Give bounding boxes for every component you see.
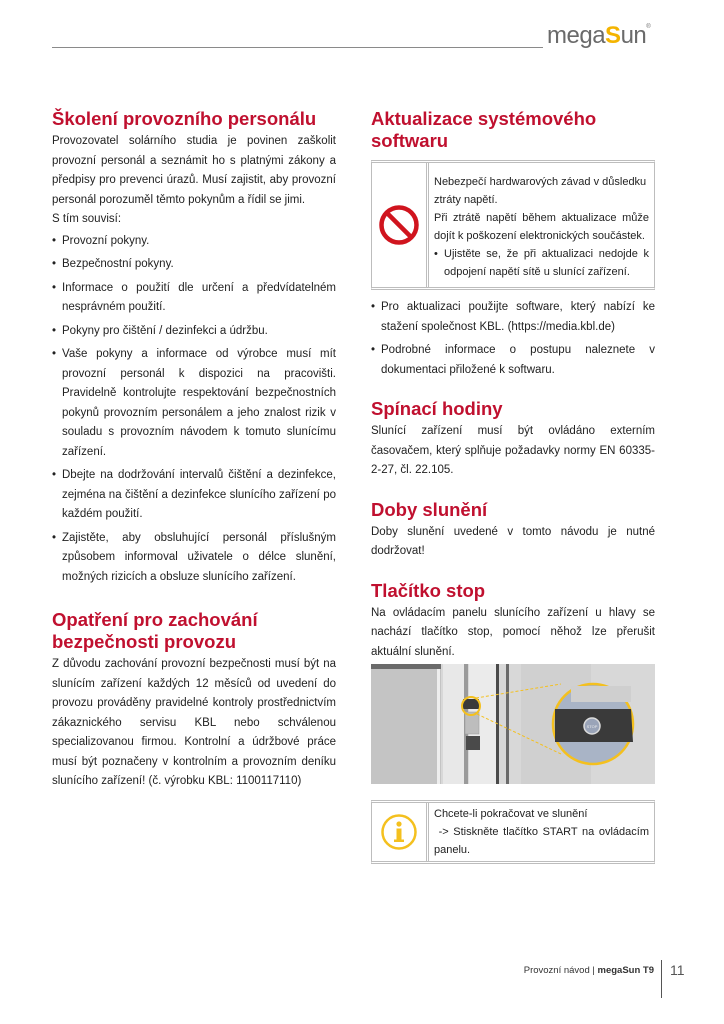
section-title: Opatření pro zachování bezpečnosti provozu xyxy=(52,609,258,652)
safety-body: Z důvodu zachování provozní bezpečnosti musí být na slunícím zařízení každých 12 měsíců od uvedení do provozu prováděny pravidelné kontroly prostřednictvím zákaznického servisu KBL nebo schválenou specializovanou firmou. Kontrolní a údržbové práce musí být poznačeny v kontrolním a provozním deníku slunícího zařízení! (č. výrobku KBL: 1100117110) xyxy=(52,658,336,787)
control-panel-illustration xyxy=(371,664,655,784)
logo-suffix: un xyxy=(620,22,647,49)
section-timer xyxy=(371,398,655,481)
list-item: • Ujistěte se, že při aktualizaci nedojde k odpojení napětí sítě u slunící zařízení. xyxy=(434,245,649,281)
notice-line: Chcete-li pokračovat ve slunění xyxy=(434,808,588,820)
list-item: • Provozní pokyny. xyxy=(52,232,336,252)
list-item: • Informace o použití dle určení a předvídatelném nesprávném použití. xyxy=(52,279,336,318)
info-icon xyxy=(379,812,419,852)
page-number: 11 xyxy=(670,962,685,978)
list-item: • Dbejte na dodržování intervalů čištění a dezinfekce, zejména na čištění a dezinfekce slunícího zařízení po každém použití. xyxy=(52,466,336,525)
logo-prefix: mega xyxy=(547,22,606,49)
section-title: Aktualizace systémového softwaru xyxy=(371,108,597,151)
section-title: Doby slunění xyxy=(371,498,488,520)
section-safety xyxy=(52,609,336,792)
update-bullets xyxy=(371,298,655,380)
notice-icon-cell xyxy=(372,163,429,287)
notice-line: Při ztrátě napětí během aktualizace může dojít k poškození elektronických součástek. xyxy=(434,212,649,242)
list-item: • Zajistěte, aby obsluhující personál příslušným způsobem informoval uživatele o délce slunění, možných rizicích a obsluze slunícího zařízení. xyxy=(52,529,336,588)
stop-label: STOP xyxy=(586,724,598,729)
right-column xyxy=(371,108,655,872)
section-stop-button xyxy=(371,580,655,865)
related-label: S tím souvisí: xyxy=(52,213,122,225)
timer-body: Slunící zařízení musí být ovládáno externím časovačem, který splňuje požadavky normy EN 60335-2-27, čl. 22.105. xyxy=(371,425,655,476)
notice-text xyxy=(429,803,654,861)
left-column xyxy=(52,108,336,792)
list-item: • Pokyny pro čištění / dezinfekci a údržbu. xyxy=(52,322,336,342)
section-training xyxy=(52,108,336,587)
list-item: • Podrobné informace o postupu naleznete v dokumentaci přiložené k softwaru. xyxy=(371,341,655,380)
doc-label: Provozní návod | xyxy=(523,965,598,976)
info-notice xyxy=(371,800,655,864)
prohibition-icon xyxy=(378,204,420,246)
tanning-times-body: Doby slunění uvedené v tomto návodu je nutné dodržovat! xyxy=(371,525,655,557)
megasun-logo xyxy=(547,22,650,50)
training-bullets xyxy=(52,232,336,588)
section-title: Školení provozního personálu xyxy=(52,108,317,129)
notice-text xyxy=(429,163,654,287)
list-item: • Pro aktualizaci použijte software, který nabízí ke stažení společnost KBL. (https://media.kbl.de) xyxy=(371,298,655,337)
section-title: Spínací hodiny xyxy=(371,398,503,419)
section-title: Tlačítko stop xyxy=(371,579,486,601)
logo-accent: S xyxy=(605,22,621,49)
notice-bullets xyxy=(434,245,649,281)
warning-notice xyxy=(371,160,655,290)
footer-divider xyxy=(661,960,662,998)
notice-line: Nebezpečí hardwarových závad v důsledku ztráty napětí. xyxy=(434,176,647,206)
header-rule xyxy=(52,47,543,48)
section-tanning-times xyxy=(371,499,655,562)
list-item: • Vaše pokyny a informace od výrobce musí mít provozní personál k dispozici na pracovišti. Pravidelně kontrolujte respektování bezpečnostních pokynů provozním personálem a jeho znalost rizik v souladu s provozním návodem k tomuto slunícímu zařízení. xyxy=(52,345,336,462)
list-item: • Bezpečnostní pokyny. xyxy=(52,255,336,275)
stop-button-illustration xyxy=(371,664,655,784)
section-software-update xyxy=(371,108,655,380)
product-name: megaSun T9 xyxy=(597,965,654,976)
footer-doc-label xyxy=(524,965,654,976)
notice-icon-cell xyxy=(372,803,429,861)
training-intro: Provozovatel solárního studia je povinen zaškolit provozní personál a seznámit ho s platnými zákony a předpisy pro prevenci úrazů. Musí zajistit, aby provozní personál porozuměl těmto pokynům a řídil se jimi. xyxy=(52,135,336,206)
stop-button-body: Na ovládacím panelu slunícího zařízení u hlavy se nachází tlačítko stop, pomocí něhož lze přerušit aktuální slunění. xyxy=(371,606,655,658)
registered-mark: ® xyxy=(646,24,651,30)
notice-line: -> Stiskněte tlačítko START na ovládacím panelu. xyxy=(434,826,653,856)
